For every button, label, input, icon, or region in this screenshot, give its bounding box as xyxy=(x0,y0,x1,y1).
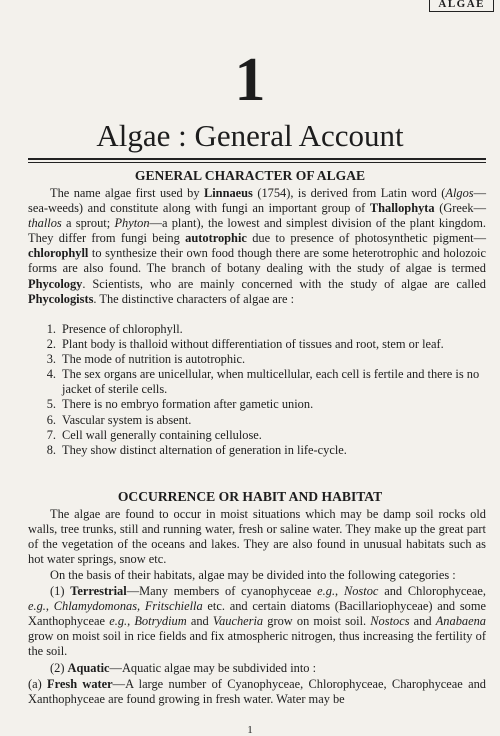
list-item xyxy=(30,337,486,352)
list-item-number: 4. xyxy=(46,367,56,382)
text-run: Chlamydomonas, Fritschiella xyxy=(53,599,203,614)
list-item xyxy=(30,397,486,412)
list-item-text: Presence of chlorophyll. xyxy=(62,322,183,336)
habitat-paragraph-2 xyxy=(28,568,486,583)
text-run: e.g. xyxy=(109,614,128,629)
list-item-text: Plant body is thalloid without differentiation of tissues and root, stem or leaf. xyxy=(62,337,444,352)
list-item-text: Cell wall generally containing cellulose. xyxy=(62,427,262,442)
text-run: and Chlorophyceae, xyxy=(378,584,487,598)
running-head: ALGAE xyxy=(429,0,494,12)
text-run: Botrydium xyxy=(134,614,187,629)
text-run: Linnaeus xyxy=(203,186,253,200)
fresh-water-paragraph xyxy=(28,677,486,707)
terrestrial-paragraph xyxy=(28,584,486,659)
page-number: 1 xyxy=(247,724,253,736)
list-item-text: The mode of nutrition is autotrophic. xyxy=(62,352,246,367)
text-run: —Many members of cyanophyceae xyxy=(126,584,318,598)
text-run: Terrestrial xyxy=(70,584,127,598)
list-item xyxy=(30,322,486,337)
list-item-text: Vascular system is absent. xyxy=(62,412,192,427)
text-run: autotrophic xyxy=(185,231,247,246)
text-run: Nostoc xyxy=(343,584,379,598)
text-run: chlorophyll xyxy=(28,246,89,261)
list-item-text: The sex organs are unicellular, when multicellular, each cell is fertile and there is no jacket of sterile cells. xyxy=(62,367,480,397)
text-run: On the basis of their habitats, algae may be divided into the following categories : xyxy=(50,568,456,582)
title-rule xyxy=(28,158,486,163)
list-item-number: 2. xyxy=(46,337,56,352)
list-item xyxy=(30,352,486,367)
text-run: and xyxy=(409,614,436,629)
text-run: (Greek— xyxy=(434,201,486,216)
text-run: thallos xyxy=(28,216,62,231)
list-item-number: 1. xyxy=(46,322,56,336)
text-run: , xyxy=(45,599,54,614)
text-run: The algae are found to occur in moist situations which may be damp soil rocks old walls, tree trunks, still and running water, fresh or saline water. They make up the great part of the vegetation of the oceans and lakes. They are also found in unusual habitats such as hot water springs, snow etc. xyxy=(28,507,486,567)
text-run: Vaucheria xyxy=(212,614,264,629)
text-run: (1) xyxy=(50,584,71,598)
list-item xyxy=(30,367,486,397)
text-run: Algos xyxy=(445,186,474,200)
section-heading-occurrence: OCCURRENCE OR HABIT AND HABITAT xyxy=(117,489,383,504)
text-run: , xyxy=(127,614,135,629)
text-run: —A large number of Cyanophyceae, Chlorophyceae, Charophyceae and Xanthophyceae are found growing in fresh water. Water may be xyxy=(28,677,486,707)
chapter-title: Algae : General Account xyxy=(96,118,404,153)
section-heading-general-character: GENERAL CHARACTER OF ALGAE xyxy=(134,168,366,183)
list-item-text: There is no embryo formation after gametic union. xyxy=(62,397,314,412)
text-run: (a) xyxy=(28,677,48,691)
text-run: grow on moist soil in rice fields and fix atmospheric nitrogen, thus increasing the fertility of the soil. xyxy=(28,629,486,659)
text-run: Phyton xyxy=(114,216,150,231)
text-run: Nostocs xyxy=(370,614,410,629)
list-item xyxy=(30,413,486,428)
text-run: (1754), is derived from Latin word ( xyxy=(252,186,446,200)
show-through-text xyxy=(40,30,43,41)
text-run: The name algae first used by xyxy=(50,186,204,200)
list-item xyxy=(30,428,486,443)
text-run: Anabaena xyxy=(435,614,486,629)
text-run: e.g. xyxy=(317,584,336,598)
text-run: —a plant), the lowest and simplest division of the plant kingdom. They differ from fungi being xyxy=(28,216,486,246)
text-run: due to presence of photosynthetic pigment— xyxy=(246,231,486,246)
intro-paragraph xyxy=(28,186,486,307)
text-run: etc. and certain diatoms (Bacillariophyceae) and some Xanthophyceae xyxy=(28,599,486,629)
list-item-number: 3. xyxy=(46,352,56,367)
text-run: —sea-weeds) and constitute along with fungi an important group of xyxy=(28,186,486,216)
list-item-number: 8. xyxy=(46,442,56,457)
text-run: (2) xyxy=(50,661,68,675)
text-run: e.g. xyxy=(28,599,46,614)
text-run: to synthesize their own food though there are some heterotrophic and holozoic forms are also found. The branch of botany dealing with the study of algae is termed xyxy=(28,246,486,276)
chapter-number: 1 xyxy=(234,46,266,114)
text-run: Aquatic xyxy=(67,661,110,675)
text-run: Phycology xyxy=(28,276,83,291)
list-item-number: 5. xyxy=(46,397,56,412)
list-item-number: 6. xyxy=(46,412,56,427)
aquatic-paragraph xyxy=(28,661,486,676)
text-run: , xyxy=(335,584,344,598)
habitat-paragraph-1 xyxy=(28,507,486,567)
text-run: Phycologists xyxy=(28,291,94,306)
text-run: grow on moist soil. xyxy=(263,614,371,629)
list-item xyxy=(30,443,486,458)
list-item-text: They show distinct alternation of generation in life-cycle. xyxy=(62,442,347,457)
text-run: . The distinctive characters of algae are : xyxy=(93,291,295,306)
text-run: Fresh water xyxy=(47,677,113,691)
text-run: . Scientists, who are mainly concerned with the study of algae are called xyxy=(82,276,486,291)
text-run: a sprout; xyxy=(61,216,115,231)
text-run: Thallophyta xyxy=(369,201,435,216)
characters-list xyxy=(30,322,486,458)
text-run: and xyxy=(186,614,213,629)
list-item-number: 7. xyxy=(46,427,56,442)
text-run: —Aquatic algae may be subdivided into : xyxy=(109,661,317,675)
